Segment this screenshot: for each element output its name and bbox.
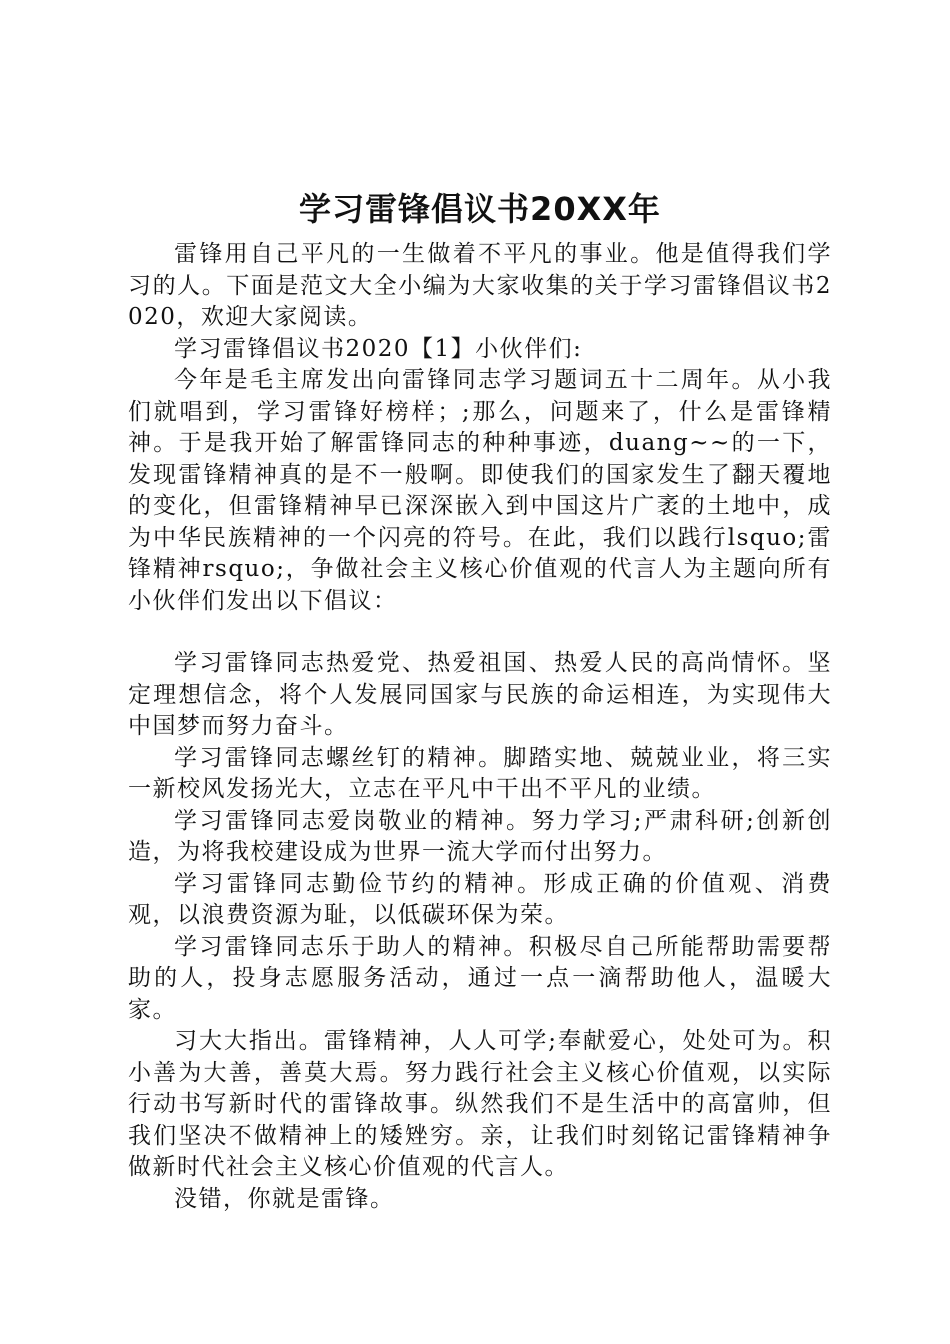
paragraph-proposal-3: 学习雷锋同志爱岗敬业的精神。努力学习;严肃科研;创新创造，为将我校建设成为世界一流大学而付出努力。 — [128, 807, 832, 865]
paragraph-proposal-4: 学习雷锋同志勤俭节约的精神。形成正确的价值观、消费观，以浪费资源为耻，以低碳环保为荣。 — [128, 870, 832, 928]
paragraph-proposal-1: 学习雷锋同志热爱党、热爱祖国、热爱人民的高尚情怀。坚定理想信念，将个人发展同国家与民族的命运相连，为实现伟大中国梦而努力奋斗。 — [128, 650, 832, 739]
paragraph-greeting: 学习雷锋倡议书2020【1】小伙伴们: — [174, 335, 583, 362]
document-page — [128, 185, 832, 1215]
paragraph-background: 今年是毛主席发出向雷锋同志学习题词五十二周年。从小我们就唱到，学习雷锋好榜样；;那么，问题来了，什么是雷锋精神。于是我开始了解雷锋同志的种种事迹，duang~~的一下，发现雷锋精神真的是不一般啊。即使我们的国家发生了翻天覆地的变化，但雷锋精神早已深深嵌入到中国这片广袤的土地中，成为中华民族精神的一个闪亮的符号。在此，我们以践行lsquo;雷锋精神rsquo;，争做社会主义核心价值观的代言人为主题向所有小伙伴们发出以下倡议： — [128, 367, 832, 614]
paragraph-proposal-2: 学习雷锋同志螺丝钉的精神。脚踏实地、兢兢业业，将三实一新校风发扬光大，立志在平凡中干出不平凡的业绩。 — [128, 744, 832, 802]
paragraph-intro: 雷锋用自己平凡的一生做着不平凡的事业。他是值得我们学习的人。下面是范文大全小编为大家收集的关于学习雷锋倡议书2020，欢迎大家阅读。 — [128, 241, 832, 330]
paragraph-conclusion: 习大大指出。雷锋精神，人人可学;奉献爱心，处处可为。积小善为大善，善莫大焉。努力践行社会主义核心价值观，以实际行动书写新时代的雷锋故事。纵然我们不是生活中的高富帅，但我们坚决不做精神上的矮矬穷。亲，让我们时刻铭记雷锋精神争做新时代社会主义核心价值观的代言人。 — [128, 1028, 832, 1180]
paragraph-proposal-5: 学习雷锋同志乐于助人的精神。积极尽自己所能帮助需要帮助的人，投身志愿服务活动，通过一点一滴帮助他人，温暖大家。 — [128, 933, 832, 1023]
paragraph-closing: 没错，你就是雷锋。 — [174, 1185, 395, 1212]
document-title: 学习雷锋倡议书20XX年 — [299, 190, 661, 228]
